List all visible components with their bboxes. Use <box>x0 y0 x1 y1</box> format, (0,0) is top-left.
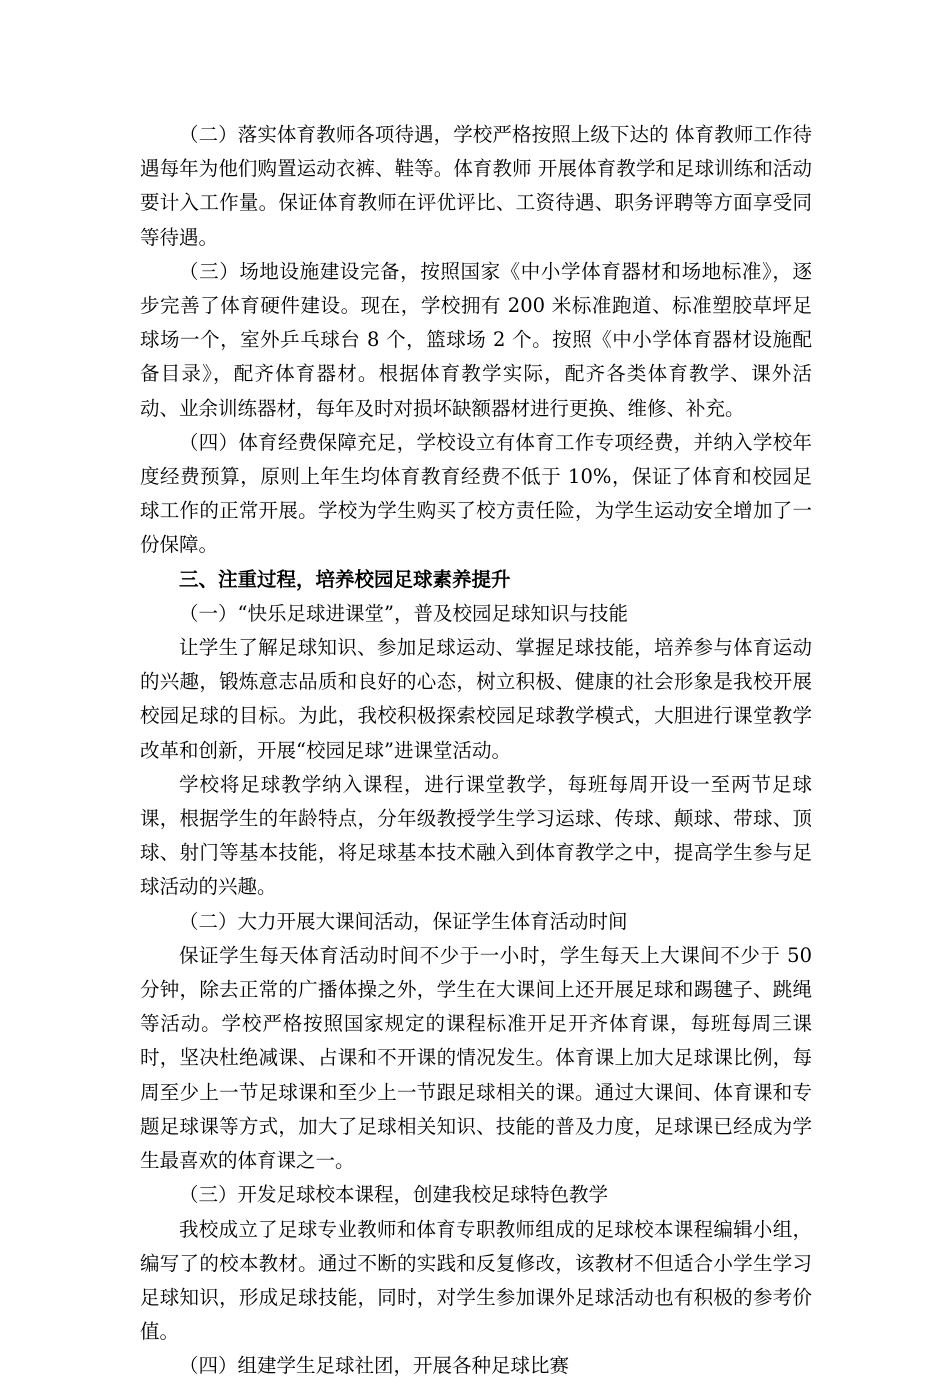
paragraph-teacher-benefits: （二）落实体育教师各项待遇，学校严格按照上级下达的 体育教师工作待遇每年为他们购置运动衣裤、鞋等。体育教师 开展体育教学和足球训练和活动要计入工作量。保证体育教师在评优评比、工资待遇、职务评聘等方面享受同等待遇。 <box>140 123 812 249</box>
paragraph-funding: （四）体育经费保障充足，学校设立有体育工作专项经费，并纳入学校年度经费预算，原则上年生均体育教育经费不低于 10%，保证了体育和校园足球工作的正常开展。学校为学生购买了校方责任险，为学生运动安全增加了一份保障。 <box>140 430 812 557</box>
paragraph-football-goals: 让学生了解足球知识、参加足球运动、掌握足球技能，培养参与体育运动的兴趣，锻炼意志品质和良好的心态，树立积极、健康的社会形象是我校开展校园足球的目标。为此，我校积极探索校园足球教学模式，大胆进行课堂教学改革和创新，开展“校园足球”进课堂活动。 <box>140 636 812 762</box>
subheading-football-club: （四）组建学生足球社团，开展各种足球比赛 <box>179 1354 570 1378</box>
subheading-recess-activities: （二）大力开展大课间活动，保证学生体育活动时间 <box>179 909 628 933</box>
paragraph-activity-time: 保证学生每天体育活动时间不少于一小时，学生每天上大课间不少于 50 分钟，除去正常的广播体操之外，学生在大课间上还开展足球和踢毽子、跳绳等活动。学校严格按照国家规定的课程标准开足开齐体育课，每班每周三课时，坚决杜绝减课、占课和不开课的情况发生。体育课上加大足球课比例，每周至少上一节足球课和至少上一节跟足球相关的课。通过大课间、体育课和专题足球课等方式，加大了足球相关知识、技能的普及力度，足球课已经成为学生最喜欢的体育课之一。 <box>140 943 812 1173</box>
section-heading-process: 三、注重过程，培养校园足球素养提升 <box>179 567 511 591</box>
subheading-school-curriculum: （三）开发足球校本课程，创建我校足球特色教学 <box>179 1183 609 1207</box>
paragraph-facilities: （三）场地设施建设完备，按照国家《中小学体育器材和场地标准》，逐步完善了体育硬件建设。现在，学校拥有 200 米标准跑道、标准塑胶草坪足球场一个，室外乒乓球台 8 个，篮球场 2 个。按照《中小学体育器材设施配备目录》，配齐体育器材。根据体育教学实际，配齐各类体育教学、课外活动、业余训练器材，每年及时对损坏缺额器材进行更换、维修、补充。 <box>140 259 812 420</box>
paragraph-textbook: 我校成立了足球专业教师和体育专职教师组成的足球校本课程编辑小组，编写了的校本教材。通过不断的实践和反复修改，该教材不但适合小学生学习足球知识，形成足球技能，同时，对学生参加课外足球活动也有积极的参考价值。 <box>140 1217 812 1344</box>
subheading-football-classroom: （一）“快乐足球进课堂”，普及校园足球知识与技能 <box>179 601 628 625</box>
document-page <box>140 118 812 1384</box>
paragraph-football-curriculum: 学校将足球教学纳入课程，进行课堂教学，每班每周开设一至两节足球课，根据学生的年龄特点，分年级教授学生学习运球、传球、颠球、带球、顶球、射门等基本技能，将足球基本技术融入到体育教学之中，提高学生参与足球活动的兴趣。 <box>140 772 812 899</box>
